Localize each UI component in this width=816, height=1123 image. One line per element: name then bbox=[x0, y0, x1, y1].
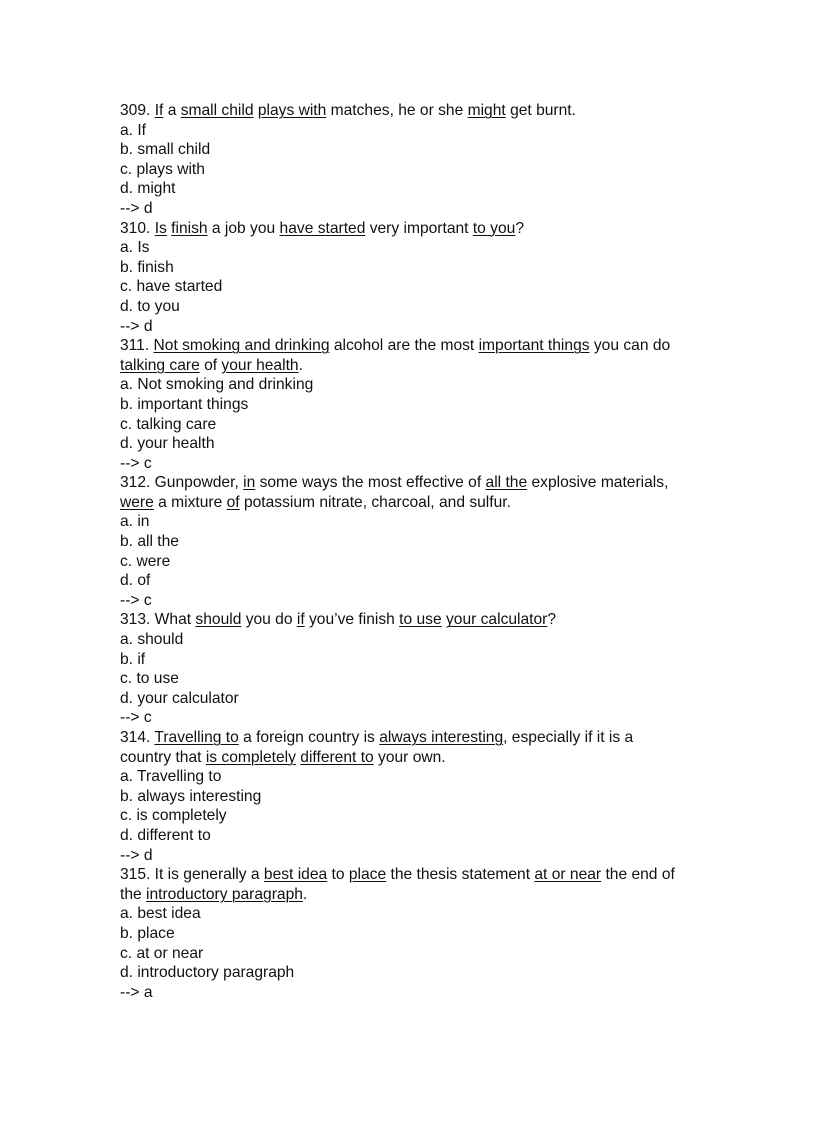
answer-option: a. in bbox=[120, 513, 150, 531]
text-segment: ? bbox=[547, 611, 557, 629]
question-stem bbox=[120, 473, 720, 493]
text-segment: your own. bbox=[373, 748, 446, 766]
answer-option: a. Not smoking and drinking bbox=[120, 376, 314, 394]
question-stem bbox=[120, 865, 720, 885]
answer-option: b. if bbox=[120, 650, 146, 668]
question-block bbox=[120, 610, 720, 728]
answer-option: c. were bbox=[120, 552, 171, 570]
text-segment: the bbox=[120, 885, 147, 903]
underlined-segment: Travelling to bbox=[154, 729, 239, 746]
answer-option: c. have started bbox=[120, 278, 223, 296]
text-segment: the end of bbox=[601, 866, 675, 884]
underlined-segment: your health bbox=[221, 356, 299, 374]
underlined-segment: important things bbox=[478, 337, 590, 355]
answer-option: b. small child bbox=[120, 141, 211, 159]
answer-option: d. your calculator bbox=[120, 689, 239, 707]
answer-option: c. to use bbox=[120, 670, 179, 688]
answer-option: a. Travelling to bbox=[120, 768, 222, 786]
underlined-segment: Not smoking and drinking bbox=[153, 337, 330, 355]
question-stem-continued bbox=[120, 493, 720, 513]
underlined-segment: all the bbox=[485, 474, 528, 492]
text-segment: the thesis statement bbox=[386, 866, 535, 884]
text-segment: 309. bbox=[120, 102, 155, 119]
underlined-segment: plays with bbox=[257, 102, 327, 119]
question-stem-continued bbox=[120, 748, 720, 768]
text-segment: 311. bbox=[120, 337, 154, 355]
answer-option: c. at or near bbox=[120, 944, 204, 962]
question-stem bbox=[120, 101, 720, 121]
correct-answer: --> d bbox=[120, 317, 153, 335]
underlined-segment: different to bbox=[300, 748, 374, 766]
answer-option: d. different to bbox=[120, 826, 211, 844]
text-segment: . bbox=[302, 885, 308, 903]
underlined-segment: always interesting bbox=[379, 729, 504, 746]
correct-answer: --> c bbox=[120, 591, 152, 609]
text-segment: 314. bbox=[120, 729, 155, 746]
text-segment: 312. Gunpowder, bbox=[120, 474, 244, 492]
underlined-segment: might bbox=[467, 102, 506, 119]
correct-answer: --> c bbox=[120, 709, 152, 727]
answer-option: a. If bbox=[120, 121, 147, 139]
question-stem bbox=[120, 336, 720, 356]
text-segment: of bbox=[199, 356, 222, 374]
text-segment: a foreign country is bbox=[238, 729, 380, 746]
underlined-segment: have started bbox=[279, 219, 366, 237]
answer-option: b. always interesting bbox=[120, 787, 262, 805]
answer-option: d. introductory paragraph bbox=[120, 964, 295, 982]
answer-option: a. should bbox=[120, 631, 184, 649]
text-segment: very important bbox=[365, 219, 473, 237]
underlined-segment: should bbox=[195, 611, 242, 629]
underlined-segment: introductory paragraph bbox=[146, 885, 303, 903]
text-segment: a job you bbox=[207, 219, 280, 237]
underlined-segment: talking care bbox=[120, 356, 200, 374]
underlined-segment: to you bbox=[472, 219, 516, 237]
text-segment: potassium nitrate, charcoal, and sulfur. bbox=[239, 493, 511, 511]
correct-answer: --> c bbox=[120, 454, 152, 472]
underlined-segment: were bbox=[120, 493, 154, 511]
question-block bbox=[120, 101, 720, 219]
question-block bbox=[120, 336, 720, 473]
correct-answer: --> d bbox=[120, 199, 153, 217]
underlined-segment: your calculator bbox=[445, 611, 548, 629]
answer-option: c. talking care bbox=[120, 415, 217, 433]
answer-option: c. plays with bbox=[120, 160, 205, 178]
text-segment: explosive materials, bbox=[527, 474, 669, 492]
text-segment: 310. bbox=[120, 219, 155, 237]
correct-answer: --> d bbox=[120, 846, 153, 864]
text-segment: ? bbox=[515, 219, 525, 237]
question-stem-continued bbox=[120, 885, 720, 905]
question-block bbox=[120, 219, 720, 337]
answer-option: a. Is bbox=[120, 239, 150, 257]
answer-option: d. your health bbox=[120, 435, 215, 453]
underlined-segment: in bbox=[243, 474, 256, 492]
answer-option: b. all the bbox=[120, 533, 179, 551]
answer-option: b. important things bbox=[120, 395, 249, 413]
text-segment: a mixture bbox=[153, 493, 227, 511]
underlined-segment: place bbox=[348, 866, 387, 884]
text-segment: a bbox=[163, 102, 181, 119]
answer-option: d. to you bbox=[120, 297, 180, 315]
underlined-segment: finish bbox=[171, 219, 208, 237]
question-document bbox=[120, 101, 720, 1002]
text-segment: 315. It is generally a bbox=[120, 866, 264, 884]
underlined-segment: if bbox=[296, 611, 305, 629]
text-segment: you can do bbox=[589, 337, 671, 355]
text-segment: alcohol are the most bbox=[329, 337, 479, 355]
question-block bbox=[120, 865, 720, 1002]
correct-answer: --> a bbox=[120, 983, 153, 1001]
underlined-segment: at or near bbox=[534, 866, 602, 884]
text-segment: you do bbox=[241, 611, 297, 629]
underlined-segment: small child bbox=[180, 102, 254, 119]
text-segment: , especially if it is a bbox=[503, 729, 634, 746]
question-stem bbox=[120, 219, 720, 239]
underlined-segment: If bbox=[154, 102, 164, 119]
text-segment: to bbox=[327, 866, 349, 884]
answer-option: c. is completely bbox=[120, 807, 227, 825]
answer-option: d. of bbox=[120, 572, 151, 590]
text-segment: you’ve finish bbox=[304, 611, 400, 629]
text-segment: 313. What bbox=[120, 611, 196, 629]
question-stem-continued bbox=[120, 356, 720, 376]
text-segment: country that bbox=[120, 748, 206, 766]
text-segment: get burnt. bbox=[505, 102, 576, 119]
answer-option: d. might bbox=[120, 180, 176, 198]
underlined-segment: of bbox=[226, 493, 240, 511]
question-block bbox=[120, 473, 720, 610]
text-segment: . bbox=[298, 356, 303, 374]
underlined-segment: Is bbox=[154, 219, 167, 237]
question-stem bbox=[120, 728, 720, 748]
text-segment: matches, he or she bbox=[326, 102, 468, 119]
text-segment: some ways the most effective of bbox=[255, 474, 486, 492]
answer-option: b. place bbox=[120, 924, 175, 942]
underlined-segment: is completely bbox=[205, 748, 296, 766]
underlined-segment: to use bbox=[399, 611, 442, 629]
answer-option: b. finish bbox=[120, 258, 174, 276]
question-stem bbox=[120, 610, 720, 630]
underlined-segment: best idea bbox=[263, 866, 328, 884]
answer-option: a. best idea bbox=[120, 905, 201, 923]
question-block bbox=[120, 728, 720, 865]
